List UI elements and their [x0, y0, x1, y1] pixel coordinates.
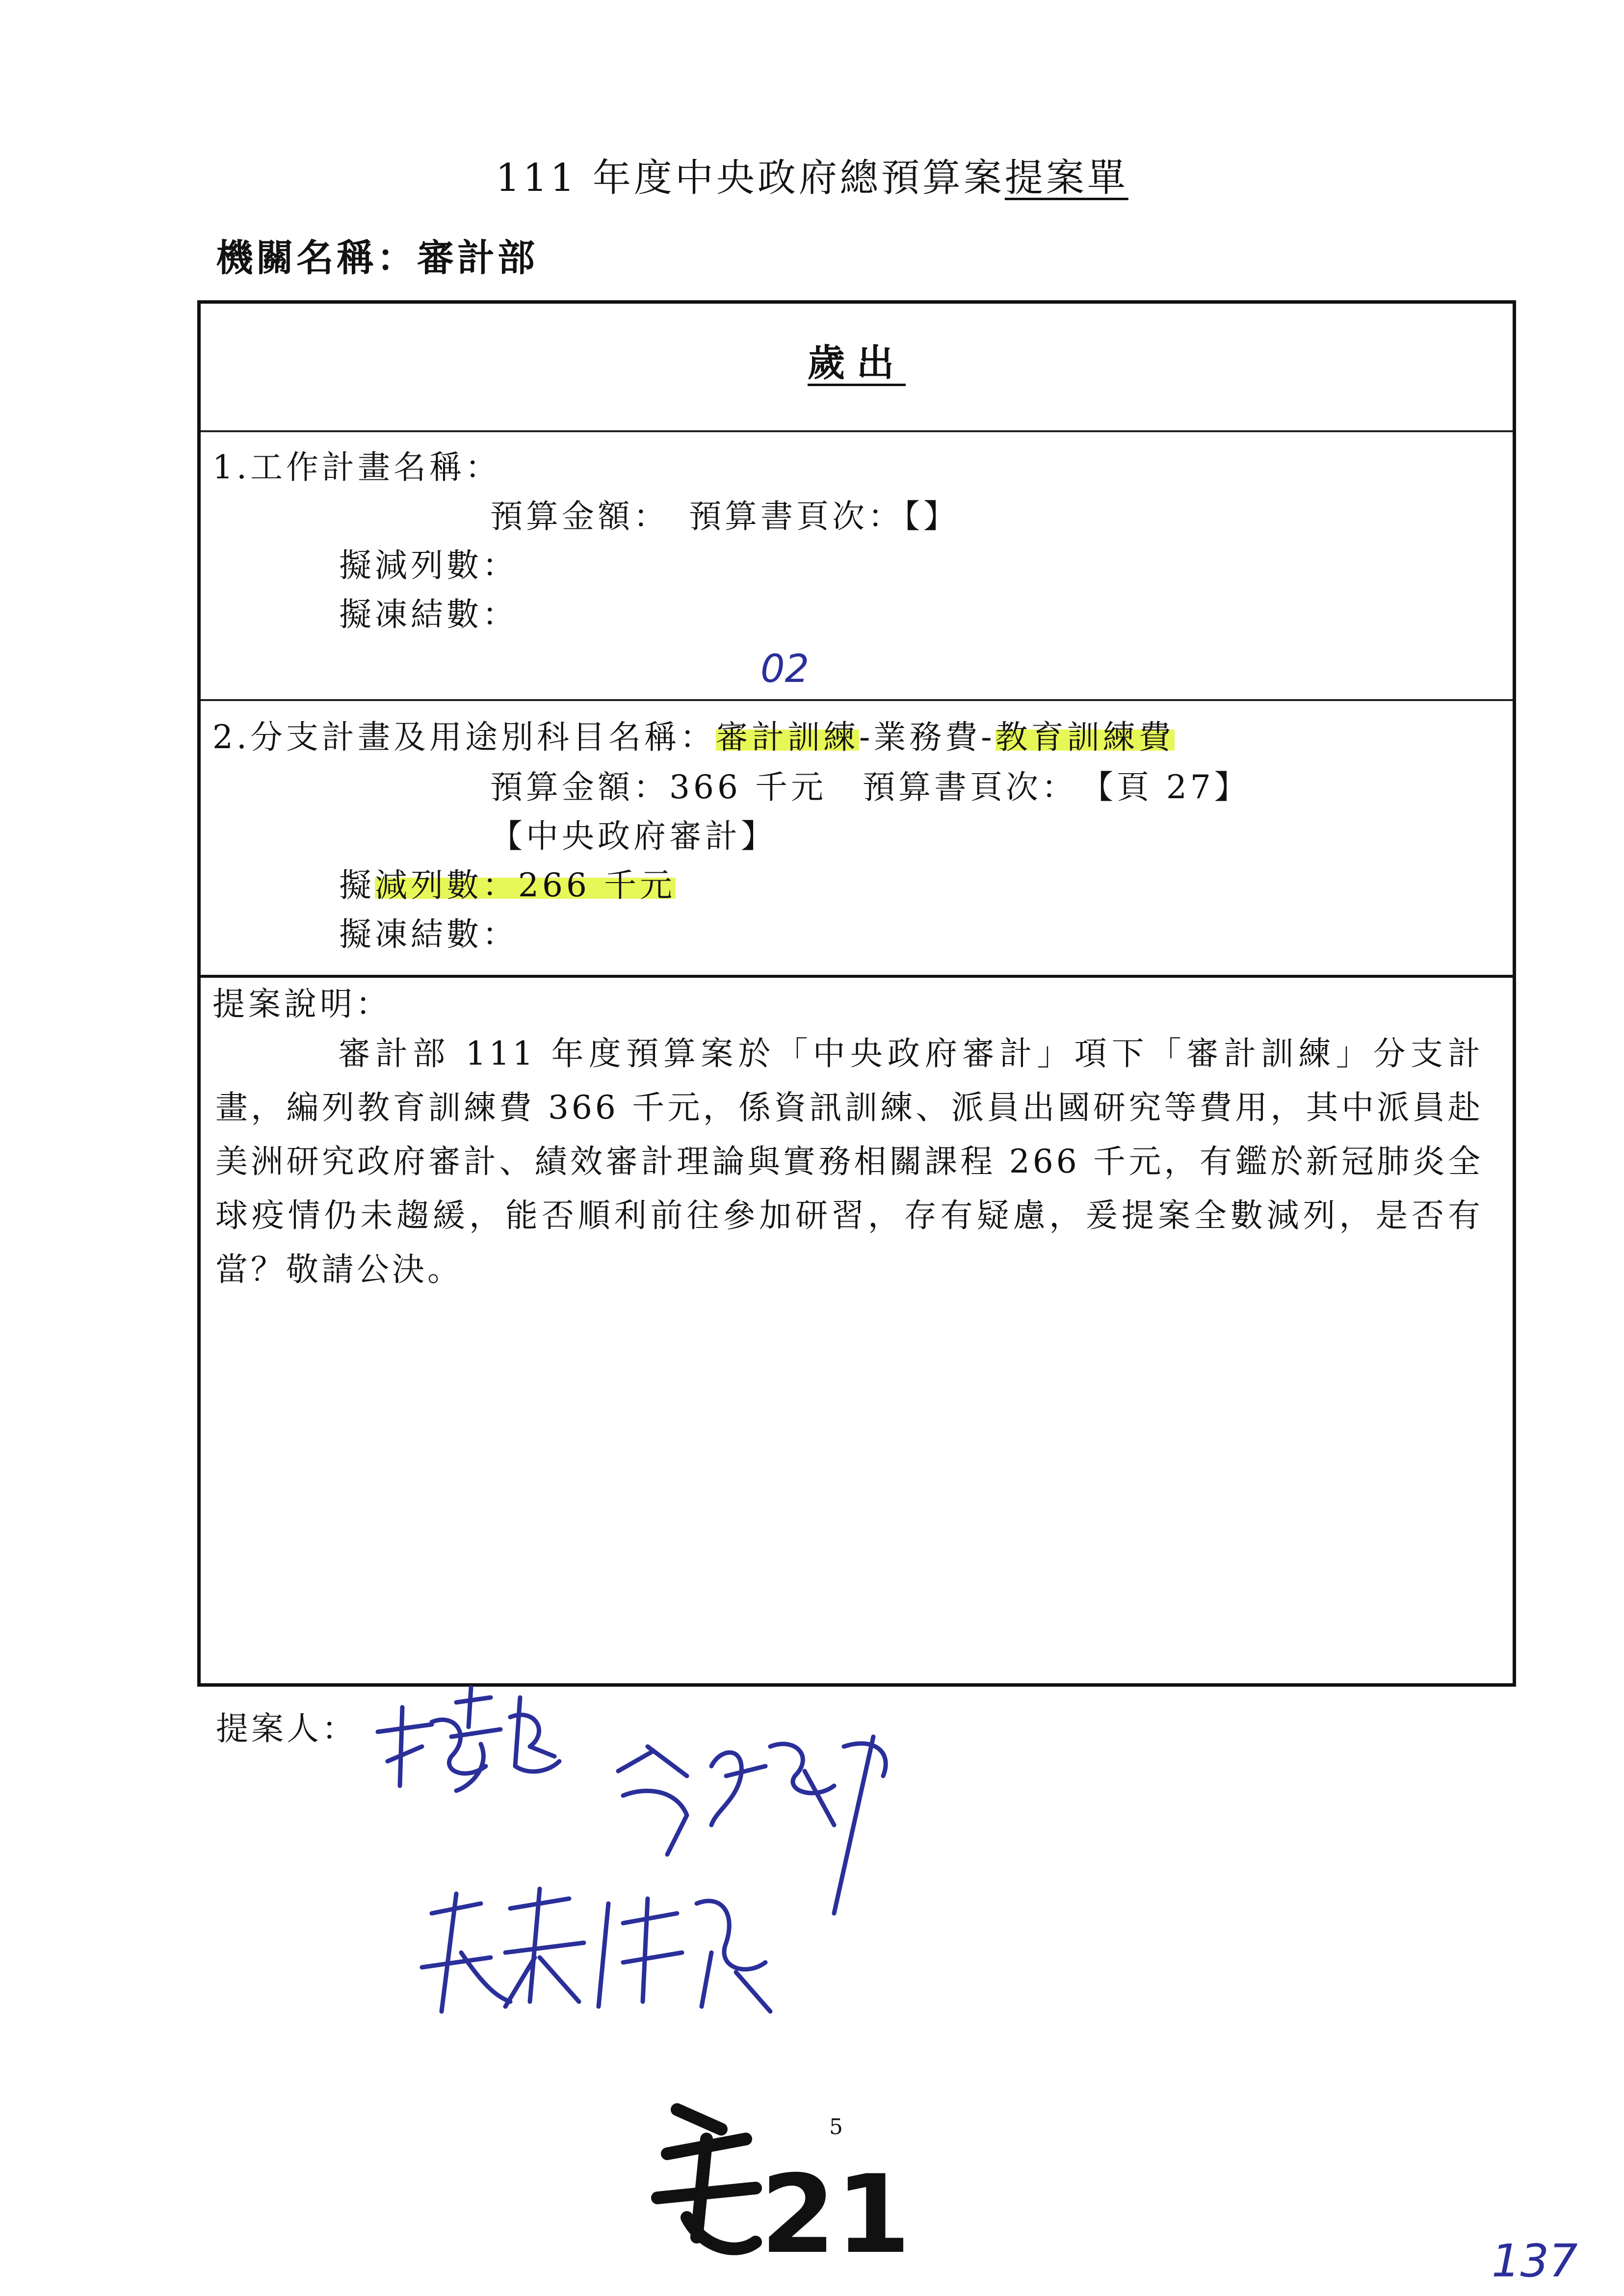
work-plan-cut-label: 擬減列數： [339, 547, 518, 584]
signature-3 [422, 1889, 770, 2011]
work-plan-freeze-label: 擬凍結數： [339, 596, 518, 633]
agency-name: 機關名稱：審計部 [216, 236, 538, 280]
branch-plan-name-label: 2.分支計畫及用途別科目名稱： [212, 718, 716, 756]
title-prefix: 111 年度中央政府總預算案 [496, 156, 1005, 200]
branch-plan-program: 【中央政府審計】 [490, 817, 777, 855]
stamp-number: 21 [760, 2152, 911, 2277]
work-plan-amount-line: 預算金額： 預算書頁次：【】 [490, 497, 959, 535]
branch-plan-freeze-label: 擬凍結數： [339, 915, 518, 953]
title-underlined: 提案單 [1004, 156, 1128, 200]
explanation-text: 審計部 111 年度預算案於「中央政府審計」項下「審計訓練」分支計畫，編列教育訓練費 366 千元，係資訊訓練、派員出國研究等費用，其中派員赴美洲研究政府審計、績效審計理論與實務相關課程 266 千元，有鑑於新冠肺炎全球疫情仍未趨緩，能否順利前往參加研習，存有疑慮，爰提案全數減列，是否有當？敬請公決。 [215, 1035, 1483, 1288]
stamp-mark [657, 2110, 756, 2249]
branch-plan-cut-value: 減列數：266 千元 [375, 866, 676, 904]
branch-plan-cut-prefix: 擬 [339, 866, 375, 904]
signature-2 [618, 1737, 886, 1913]
branch-plan-name-part-b: -業務費- [859, 718, 995, 756]
branch-plan-amount-line: 預算金額：366 千元 預算書頁次： 【頁 27】 [490, 768, 1250, 806]
signature-1 [378, 1688, 559, 1791]
work-plan-name-label: 1.工作計畫名稱： [212, 448, 501, 486]
branch-plan-name-part-a: 審計訓練 [715, 718, 859, 756]
handwritten-code: 02 [760, 647, 810, 691]
corner-number: 137 [1492, 2235, 1578, 2287]
page-number: 5 [829, 2114, 843, 2139]
section-header: 歲出 [808, 341, 906, 385]
explanation-label: 提案說明： [212, 985, 392, 1023]
proposer-label: 提案人： [216, 1710, 357, 1748]
branch-plan-name-part-c: 教育訓練費 [995, 718, 1175, 756]
